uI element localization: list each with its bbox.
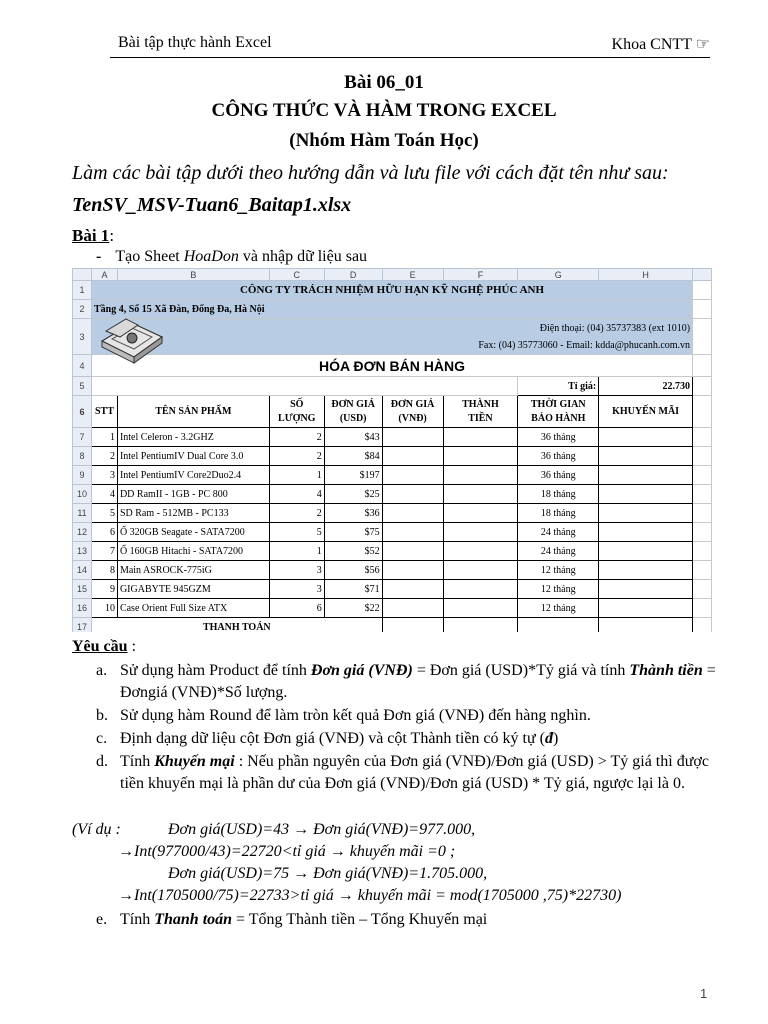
header-usd-2: (USD) — [339, 412, 367, 424]
cell-price-vnd — [382, 599, 443, 618]
example-line-3: Đơn giá(USD)=75 → Đơn giá(VNĐ)=1.705.000, — [168, 865, 488, 882]
step-sheet-name: HoaDon — [183, 248, 239, 265]
cell-price-usd: $56 — [324, 561, 382, 580]
header-promo: KHUYẾN MÃI — [599, 396, 693, 428]
cell-warranty: 18 tháng — [518, 504, 599, 523]
cell-price-vnd — [382, 485, 443, 504]
table-row — [73, 466, 712, 485]
header-warranty — [518, 396, 599, 428]
col-header: G — [518, 269, 599, 281]
cell-product-name: Intel PentiumIV Dual Core 3.0 — [117, 447, 269, 466]
cell-price-vnd — [382, 561, 443, 580]
header-stt: STT — [91, 396, 117, 428]
table-row — [73, 542, 712, 561]
cell-qty: 5 — [269, 523, 324, 542]
cell-total — [443, 447, 518, 466]
requirement-e-label: e. — [96, 911, 108, 928]
col-header: C — [269, 269, 324, 281]
cell-product-name: Ổ 160GB Hitachi - SATA7200 — [117, 542, 269, 561]
req-c-p2: ) — [552, 730, 559, 747]
spacer-cell — [693, 561, 712, 580]
cell-qty: 1 — [269, 542, 324, 561]
row-number: 10 — [73, 485, 92, 504]
step-dash: - — [96, 248, 102, 265]
cell-price-usd: $43 — [324, 428, 382, 447]
requirement-a — [96, 660, 716, 704]
col-header: D — [324, 269, 382, 281]
step-instruction — [96, 248, 367, 266]
row-number: 13 — [73, 542, 92, 561]
cell-price-vnd — [382, 428, 443, 447]
cell-price-vnd — [382, 580, 443, 599]
cell-total — [443, 466, 518, 485]
spacer-cell — [693, 599, 712, 618]
spacer-cell — [693, 618, 712, 633]
excel-sheet-image — [72, 268, 712, 632]
cell-product-name: Ổ 320GB Seagate - SATA7200 — [117, 523, 269, 542]
company-fax: Fax: (04) 35773060 - Email: kdda@phucanh.com.vn — [478, 339, 691, 351]
requirement-a-label: a. — [96, 662, 108, 679]
step-text-pre: Tạo Sheet — [115, 248, 184, 265]
cell-total — [443, 523, 518, 542]
example-line-4: →Int(1705000/75)=22733>tỉ giá → khuyến mãi = mod(1705000 ,75)*22730) — [118, 887, 622, 904]
page-title: CÔNG THỨC VÀ HÀM TRONG EXCEL — [211, 100, 557, 121]
row-number: 14 — [73, 561, 92, 580]
table-row — [73, 485, 712, 504]
cell-promo — [599, 447, 693, 466]
table-row — [73, 428, 712, 447]
row-number: 1 — [73, 281, 92, 300]
cell-product-name: Case Orient Full Size ATX — [117, 599, 269, 618]
company-phone: Điện thoại: (04) 35737383 (ext 1010) — [539, 322, 691, 334]
cell-price-usd: $84 — [324, 447, 382, 466]
cell-total — [443, 542, 518, 561]
req-e-p2: = Tổng Thành tiền – Tổng Khuyến mại — [232, 911, 488, 928]
cell-total — [443, 504, 518, 523]
cell-qty: 2 — [269, 447, 324, 466]
requirement-e-text — [120, 909, 716, 931]
req-a-p2: = Đơn giá (USD)*Tỷ giá và tính — [412, 662, 630, 679]
cell-promo — [599, 561, 693, 580]
header-total-2: TIỀN — [468, 412, 493, 424]
cell-promo — [599, 523, 693, 542]
cell-promo — [599, 504, 693, 523]
table-row — [73, 580, 712, 599]
spacer-cell — [693, 466, 712, 485]
rate-label: Tỉ giá: — [518, 377, 599, 396]
row-number: 11 — [73, 504, 92, 523]
req-e-b1: Thanh toán — [154, 911, 233, 928]
requirements-label: Yêu cầu — [72, 638, 128, 655]
cell-price-usd: $25 — [324, 485, 382, 504]
spacer-cell — [693, 355, 712, 377]
cell-product-name: DD RamII - 1GB - PC 800 — [117, 485, 269, 504]
spacer-cell — [693, 396, 712, 428]
cell-stt: 8 — [91, 561, 117, 580]
cell-promo — [599, 485, 693, 504]
exercise-number: Bài 06_01 — [344, 72, 424, 93]
table-row — [73, 447, 712, 466]
spacer-cell — [693, 377, 712, 396]
requirement-d-label: d. — [96, 753, 108, 770]
cell-price-usd: $36 — [324, 504, 382, 523]
total-cell — [443, 618, 518, 633]
req-c-p1: Định dạng dữ liệu cột Đơn giá (VNĐ) và cột Thành tiền có ký tự ( — [120, 730, 545, 747]
header-qty-1: SỐ — [290, 398, 304, 410]
col-header-extra — [693, 269, 712, 281]
requirement-a-text — [120, 660, 716, 704]
cell-product-name: Intel Celeron - 3.2GHZ — [117, 428, 269, 447]
exercise-1-colon: : — [109, 226, 115, 245]
table-row — [73, 504, 712, 523]
row-number: 8 — [73, 447, 92, 466]
col-header: A — [91, 269, 117, 281]
header-vnd-1: ĐƠN GIÁ — [390, 398, 435, 410]
row-number: 9 — [73, 466, 92, 485]
cell-price-vnd — [382, 504, 443, 523]
cell-warranty: 36 tháng — [518, 466, 599, 485]
requirements-heading — [72, 638, 136, 656]
example-line-1 — [72, 819, 476, 841]
spacer-cell — [693, 504, 712, 523]
cell-price-usd: $197 — [324, 466, 382, 485]
spacer-cell — [693, 319, 712, 355]
req-a-b1: Đơn giá (VNĐ) — [310, 662, 413, 679]
example-line-2: →Int(977000/43)=22720<tỉ giá → khuyến mãi =0 ; — [118, 843, 456, 860]
corner-cell — [73, 269, 92, 281]
cell-total — [443, 580, 518, 599]
spacer-cell — [693, 447, 712, 466]
cell-warranty: 24 tháng — [518, 523, 599, 542]
header-vnd — [382, 396, 443, 428]
req-d-b1: Khuyến mại — [154, 753, 235, 770]
requirement-c-text — [120, 728, 716, 750]
page-header — [110, 34, 710, 58]
cell-price-vnd — [382, 447, 443, 466]
example-open: (Ví dụ : — [72, 821, 121, 838]
header-vnd-2: (VNĐ) — [398, 412, 427, 424]
cell-price-usd: $75 — [324, 523, 382, 542]
cell-stt: 10 — [91, 599, 117, 618]
cell-qty: 1 — [269, 466, 324, 485]
header-usd-1: ĐƠN GIÁ — [331, 398, 375, 410]
page-subtitle: (Nhóm Hàm Toán Học) — [289, 130, 479, 151]
row-number: 16 — [73, 599, 92, 618]
header-qty-2: LƯỢNG — [278, 412, 316, 424]
cell-price-usd: $22 — [324, 599, 382, 618]
step-text-post: và nhập dữ liệu sau — [238, 248, 368, 265]
cell-product-name: GIGABYTE 945GZM — [117, 580, 269, 599]
cell-total — [443, 561, 518, 580]
row-number: 4 — [73, 355, 92, 377]
req-c-sym: đ — [544, 730, 553, 747]
spacer-cell — [693, 428, 712, 447]
row-number: 3 — [73, 319, 92, 355]
cell-warranty: 36 tháng — [518, 447, 599, 466]
cell-promo — [599, 599, 693, 618]
cell-stt: 6 — [91, 523, 117, 542]
cell-qty: 4 — [269, 485, 324, 504]
header-warranty-2: BẢO HÀNH — [531, 412, 586, 424]
company-contact — [91, 319, 692, 355]
req-d-p2: : Nếu phần nguyên của Đơn giá (VNĐ)/Đơn giá (USD) > Tỷ giá thì được tiền khuyến mại là phần dư của Đơn giá (VNĐ)/Đơn giá (USD) * Tỷ giá, ngược lại là 0. — [120, 753, 709, 792]
cell-promo — [599, 428, 693, 447]
total-label: THANH TOÁN — [91, 618, 382, 633]
exercise-1-heading — [72, 226, 114, 246]
example-line-1-text: Đơn giá(USD)=43 → Đơn giá(VNĐ)=977.000, — [168, 821, 476, 838]
cell-price-usd: $52 — [324, 542, 382, 561]
requirement-b-text: Sử dụng hàm Round để làm tròn kết quả Đơn giá (VNĐ) đến hàng nghìn. — [120, 707, 591, 724]
spacer-cell — [693, 485, 712, 504]
total-cell — [382, 618, 443, 633]
cell-price-usd: $71 — [324, 580, 382, 599]
column-header-row — [73, 269, 712, 281]
cell-stt: 4 — [91, 485, 117, 504]
cell-stt: 3 — [91, 466, 117, 485]
company-name: CÔNG TY TRÁCH NHIỆM HỮU HẠN KỸ NGHỆ PHÚC ANH — [91, 281, 692, 300]
cell-product-name: SD Ram - 512MB - PC133 — [117, 504, 269, 523]
data-rows — [73, 428, 712, 618]
col-header: E — [382, 269, 443, 281]
spacer-cell — [693, 523, 712, 542]
header-left: Bài tập thực hành Excel — [118, 34, 272, 51]
invoice-title: HÓA ĐƠN BÁN HÀNG — [91, 355, 692, 377]
cell-stt: 5 — [91, 504, 117, 523]
exercise-1-label: Bài 1 — [72, 226, 110, 245]
table-row — [73, 561, 712, 580]
cell-stt: 7 — [91, 542, 117, 561]
cell-product-name: Intel PentiumIV Core2Duo2.4 — [117, 466, 269, 485]
cell-product-name: Main ASROCK-775iG — [117, 561, 269, 580]
cell-stt: 9 — [91, 580, 117, 599]
cell-warranty: 36 tháng — [518, 428, 599, 447]
header-name: TÊN SẢN PHẨM — [117, 396, 269, 428]
header-usd — [324, 396, 382, 428]
col-header: F — [443, 269, 518, 281]
company-address: Tầng 4, Số 15 Xã Đàn, Đống Đa, Hà Nội — [91, 300, 692, 319]
header-total — [443, 396, 518, 428]
spacer-cell — [693, 542, 712, 561]
cell-warranty: 12 tháng — [518, 561, 599, 580]
req-a-b2: Thành tiền — [629, 662, 703, 679]
req-e-p1: Tính — [120, 911, 155, 928]
filename-text: TenSV_MSV-Tuan6_Baitap1.xlsx — [72, 194, 352, 216]
header-right: Khoa CNTT ☞ — [611, 36, 710, 53]
cell-qty: 3 — [269, 580, 324, 599]
cell-qty: 2 — [269, 428, 324, 447]
cell-price-vnd — [382, 466, 443, 485]
cell-qty: 6 — [269, 599, 324, 618]
row-number: 6 — [73, 396, 92, 428]
cell-warranty: 12 tháng — [518, 580, 599, 599]
row-number: 15 — [73, 580, 92, 599]
row-number: 7 — [73, 428, 92, 447]
req-a-p1: Sử dụng hàm Product để tính — [120, 662, 311, 679]
total-cell — [518, 618, 599, 633]
rate-value: 22.730 — [599, 377, 693, 396]
spacer-cell — [693, 300, 712, 319]
requirements-colon: : — [127, 638, 137, 655]
empty-cell — [91, 377, 517, 396]
cell-price-vnd — [382, 542, 443, 561]
col-header: H — [599, 269, 693, 281]
req-d-p1: Tính — [120, 753, 155, 770]
cell-total — [443, 428, 518, 447]
header-total-1: THÀNH — [462, 398, 499, 410]
cell-total — [443, 485, 518, 504]
cell-promo — [599, 580, 693, 599]
table-row — [73, 599, 712, 618]
cell-promo — [599, 542, 693, 561]
cell-promo — [599, 466, 693, 485]
cell-warranty: 18 tháng — [518, 485, 599, 504]
req-a-p3: = Đơngiá (VNĐ)*Số lượng. — [120, 662, 716, 701]
cell-qty: 3 — [269, 561, 324, 580]
cell-warranty: 12 tháng — [518, 599, 599, 618]
table-row — [73, 523, 712, 542]
cell-stt: 1 — [91, 428, 117, 447]
spacer-cell — [693, 580, 712, 599]
col-header: B — [117, 269, 269, 281]
intro-text: Làm các bài tập dưới theo hướng dẫn và lưu file với cách đặt tên như sau: — [72, 162, 669, 184]
computer-parts-image — [98, 311, 166, 367]
header-warranty-1: THỜI GIAN — [530, 398, 586, 410]
cell-qty: 2 — [269, 504, 324, 523]
cell-stt: 2 — [91, 447, 117, 466]
row-number: 2 — [73, 300, 92, 319]
page-number: 1 — [700, 986, 708, 1001]
requirement-c-label: c. — [96, 730, 108, 747]
cell-warranty: 24 tháng — [518, 542, 599, 561]
cell-total — [443, 599, 518, 618]
spacer-cell — [693, 281, 712, 300]
header-qty — [269, 396, 324, 428]
row-number: 5 — [73, 377, 92, 396]
row-number: 12 — [73, 523, 92, 542]
requirement-b-label: b. — [96, 707, 108, 724]
requirement-d-text — [120, 751, 716, 795]
row-number: 17 — [73, 618, 92, 633]
total-cell — [599, 618, 693, 633]
cell-price-vnd — [382, 523, 443, 542]
